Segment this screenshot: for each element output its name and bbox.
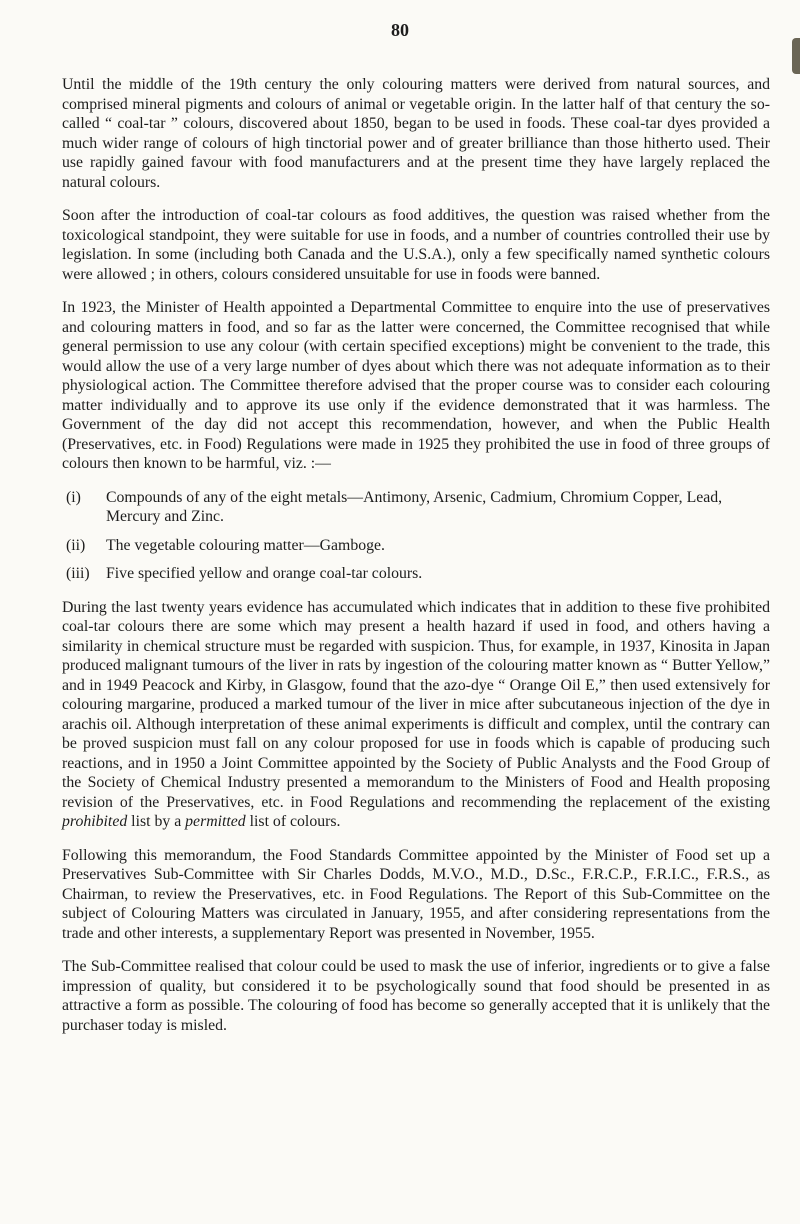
list-item [62, 564, 770, 584]
list-item-text: Five specified yellow and orange coal-tar colours. [106, 565, 423, 582]
paragraph-4 [62, 598, 770, 832]
list-item [62, 536, 770, 556]
paragraph-4-mid: list by a [127, 813, 186, 830]
prohibited-colours-list [62, 488, 770, 584]
page-edge-mark [792, 38, 800, 74]
paragraph-5: Following this memorandum, the Food Standards Committee appointed by the Minister of Food set up a Preservatives Sub-Committee with Sir Charles Dodds, M.V.O., M.D., D.Sc., F.R.C.P., F.R.I.C., F.R.S., as Chairman, to review the Preservatives, etc. in Food Regulations. The Report of this Sub-Committee on the subject of Colouring Matters was circulated in January, 1955, and after considering representations from the trade and other interests, a supplementary Report was presented in November, 1955. [62, 846, 770, 942]
paragraph-6: The Sub-Committee realised that colour could be used to mask the use of inferior, ingredients or to give a false impression of quality, but considered it to be psychologically sound that food should be presented in as attractive a form as possible. The colouring of food has become so generally accepted that it is unlikely that the purchaser today is misled. [62, 958, 770, 1034]
paragraph-4-text: During the last twenty years evidence has accumulated which indicates that in addition to these five prohibited coal-tar colours there are some which may present a health hazard if used in food, and others having a similarity in chemical structure must be regarded with suspicion. Thus, for example, in 1937, Kinosita in Japan produced malignant tumours of the liver in rats by ingestion of the colouring matter known as “ Butter Yellow,” and in 1949 Peacock and Kirby, in Glasgow, found that the azo-dye “ Orange Oil E,” then used extensively for colouring margarine, produced a marked tumour of the liver in mice after subcutaneous injection of the dye in arachis oil. Although interpretation of these animal experiments is difficult and complex, until the contrary can be proved suspicion must fall on any colour proposed for use in foods which is capable of producing such reactions, and in 1950 a Joint Committee appointed by the Society of Public Analysts and the Food Group of the Society of Chemical Industry presented a memorandum to the Ministers of Food and Health proposing revision of the Preservatives, etc. in Food Regulations and recommending the replacement of the existing [62, 598, 770, 811]
paragraph-4-end: list of colours. [245, 813, 341, 830]
emphasis-prohibited: prohibited [62, 813, 128, 830]
page-number: 80 [391, 20, 409, 40]
list-item-text: Compounds of any of the eight metals—Antimony, Arsenic, Cadmium, Chromium Copper, Lead, Mercury and Zinc. [106, 488, 723, 525]
list-item [62, 488, 770, 527]
document-body [62, 75, 770, 1049]
paragraph-2: Soon after the introduction of coal-tar colours as food additives, the question was raised whether from the toxicological standpoint, they were suitable for use in foods, and a number of countries controlled their use by legislation. In some (including both Canada and the U.S.A.), only a few specifically named synthetic colours were allowed ; in others, colours considered unsuitable for use in foods were banned. [62, 207, 770, 283]
list-item-number: (iii) [66, 565, 90, 582]
emphasis-permitted: permitted [185, 813, 246, 830]
list-item-number: (i) [66, 488, 81, 506]
list-item-text: The vegetable colouring matter—Gamboge. [106, 536, 385, 554]
list-item-number: (ii) [66, 536, 86, 554]
paragraph-1: Until the middle of the 19th century the only colouring matters were derived from natural sources, and comprised mineral pigments and colours of animal or vegetable origin. In the latter half of that century the so-called “ coal-tar ” colours, discovered about 1850, began to be used in foods. These coal-tar dyes provided a much wider range of colours of high tinctorial power and of greater brilliance than those hitherto used. Their use rapidly gained favour with food manufacturers and at the present time they have largely replaced the natural colours. [62, 76, 770, 191]
paragraph-3: In 1923, the Minister of Health appointed a Departmental Committee to enquire into the use of preservatives and colouring matters in food, and so far as the latter were concerned, the Committee recognised that while general permission to use any colour (with certain specified exceptions) might be convenient to the trade, this would allow the use of a very large number of dyes about which there was not adequate information as to their physiological action. The Committee therefore advised that the proper course was to consider each colouring matter individually and to approve its use only if the evidence demonstrated that it was harmless. The Government of the day did not accept this recommendation, however, and when the Public Health (Preservatives, etc. in Food) Regulations were made in 1925 they prohibited the use in food of three groups of colours then known to be harmful, viz. :— [62, 299, 770, 472]
